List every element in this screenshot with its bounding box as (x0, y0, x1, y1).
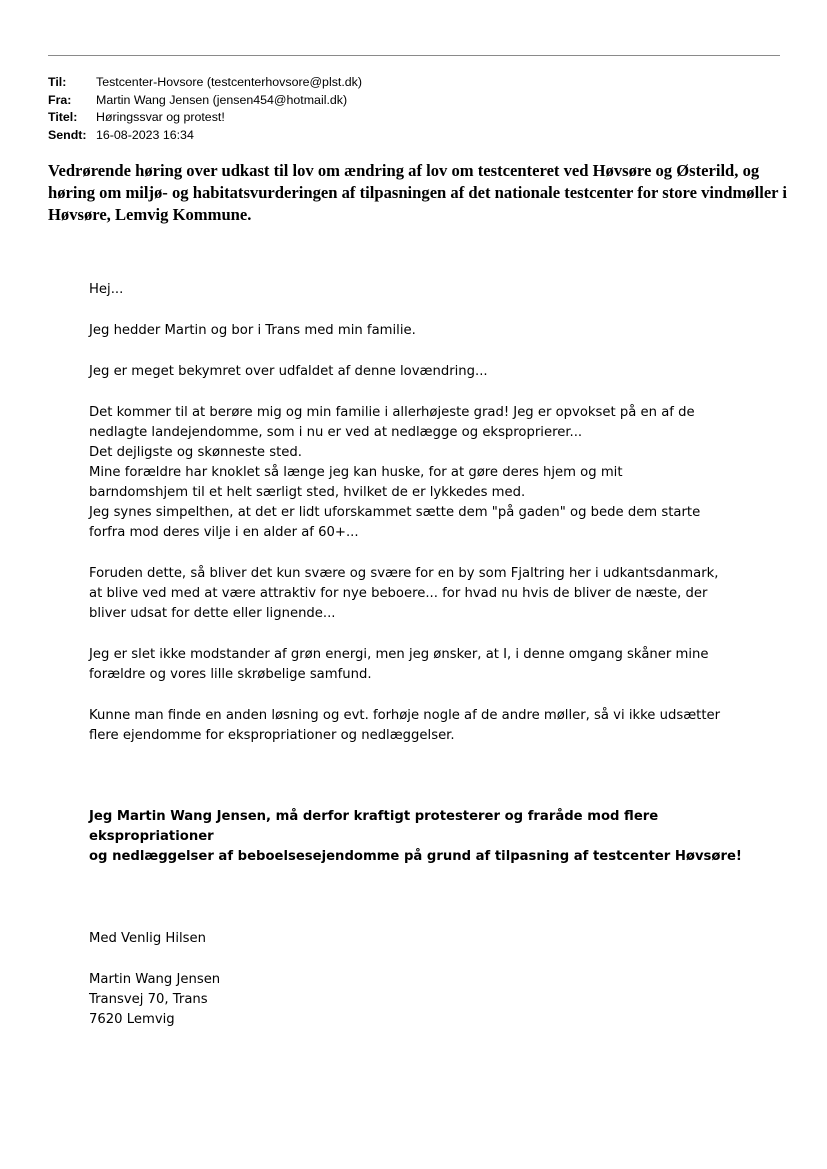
greeting: Hej... (89, 282, 124, 297)
title-value: Høringssvar og protest! (96, 110, 225, 125)
sent-row (48, 127, 362, 145)
paragraph-line: Foruden dette, så bliver det kun svære og svære for en by som Fjaltring her i udkantsdanmark, (89, 566, 719, 581)
paragraph-line: nedlagte landejendomme, som i nu er ved at nedlægge og eksproprierer... (89, 425, 583, 440)
from-value: Martin Wang Jensen (jensen454@hotmail.dk) (96, 92, 348, 107)
to-row (48, 74, 362, 92)
letter-body (89, 280, 769, 1030)
sent-label: Sendt: (48, 127, 87, 142)
paragraph-line: barndomshjem til et helt særligt sted, hvilket de er lykkedes med. (89, 485, 526, 500)
intro-line: Jeg hedder Martin og bor i Trans med min familie. (89, 323, 416, 338)
paragraph-line: forældre og vores lille skrøbelige samfund. (89, 667, 372, 682)
concern-line: Jeg er meget bekymret over udfaldet af denne lovændring... (89, 364, 488, 379)
paragraph-line: at blive ved med at være attraktiv for nye beboere... for hvad nu hvis de bliver de næste, der (89, 586, 708, 601)
paragraph-line: Det dejligste og skønneste sted. (89, 445, 302, 460)
paragraph-line: Kunne man finde en anden løsning og evt. forhøje nogle af de andre møller, så vi ikke udsætter (89, 708, 721, 723)
protest-line: og nedlæggelser af beboelsesejendomme på grund af tilpasning af testcenter Høvsøre! (89, 849, 742, 864)
paragraph-line: Jeg synes simpelthen, at det er lidt uforskammet sætte dem "på gaden" og bede dem starte (89, 505, 701, 520)
closing-line: Med Venlig Hilsen (89, 931, 206, 946)
from-row (48, 92, 362, 110)
paragraph-line: forfra mod deres vilje i en alder af 60+... (89, 525, 359, 540)
paragraph-line: flere ejendomme for ekspropriationer og nedlæggelser. (89, 728, 455, 743)
paragraph-line: Det kommer til at berøre mig og min familie i allerhøjeste grad! Jeg er opvokset på en af de (89, 405, 695, 420)
subject-heading: Vedrørende høring over udkast til lov om ændring af lov om testcenteret ved Høvsøre og Østerild, og høring om miljø- og habitatsvurderingen af tilpasningen af det nationale testcenter for store vindmøller i Høvsøre, Lemvig Kommune. (48, 161, 788, 224)
paragraph-line: Mine forældre har knoklet så længe jeg kan huske, for at gøre deres hjem og mit (89, 465, 623, 480)
from-label: Fra: (48, 92, 72, 107)
signature-street: Transvej 70, Trans (89, 992, 208, 1007)
header-divider (48, 55, 780, 56)
title-row (48, 109, 362, 127)
sent-value: 16-08-2023 16:34 (96, 127, 194, 142)
to-value: Testcenter-Hovsore (testcenterhovsore@plst.dk) (96, 75, 362, 89)
title-label: Titel: (48, 110, 78, 125)
signature-name: Martin Wang Jensen (89, 972, 221, 987)
email-header (48, 74, 362, 144)
paragraph-line: Jeg er slet ikke modstander af grøn energi, men jeg ønsker, at I, i denne omgang skåner mine (89, 647, 709, 662)
paragraph-line: bliver udsat for dette eller lignende... (89, 606, 336, 621)
protest-line: Jeg Martin Wang Jensen, må derfor kraftigt protesterer og fraråde mod flere ekspropriationer (89, 809, 659, 844)
to-label: Til: (48, 75, 67, 89)
signature-city: 7620 Lemvig (89, 1012, 175, 1027)
